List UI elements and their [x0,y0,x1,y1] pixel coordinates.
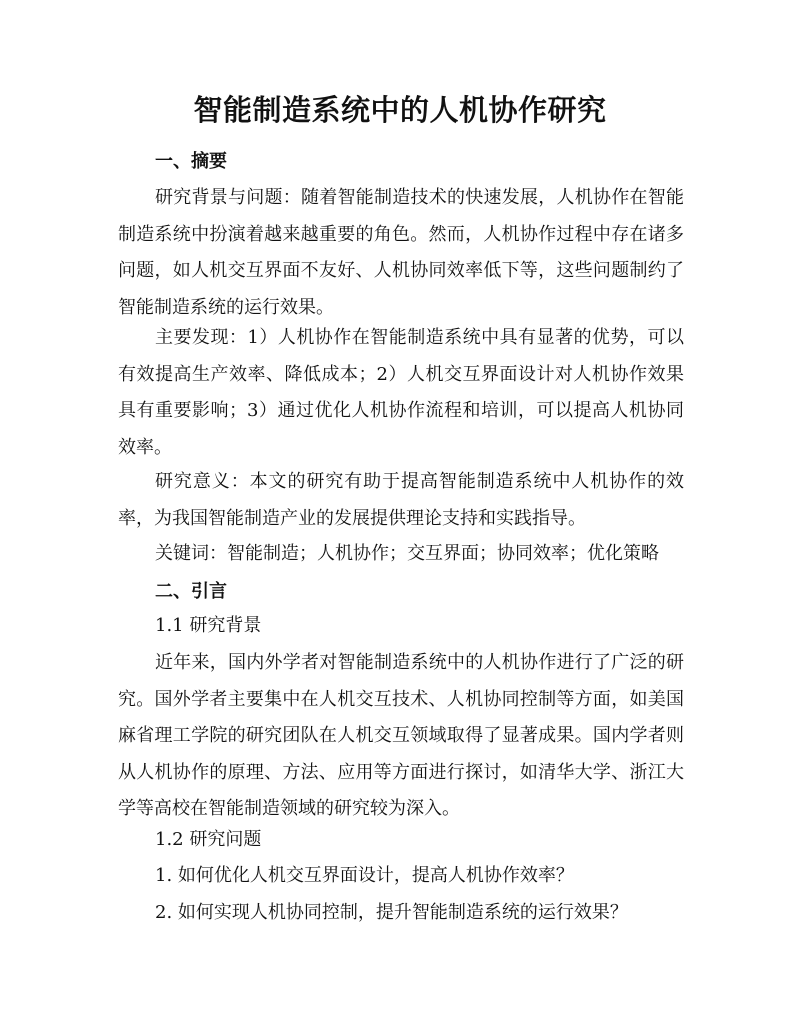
research-question-2: 2. 如何实现人机协同控制，提升智能制造系统的运行效果？ [155,902,628,923]
document-title: 智能制造系统中的人机协作研究 [193,93,607,127]
abstract-heading: 一、摘要 [155,151,227,172]
research-question-1: 1. 如何优化人机交互界面设计，提高人机协作效率？ [155,865,574,886]
keywords-line: 关键词：智能制造；人机协作；交互界面；协同效率；优化策略 [155,543,659,564]
subsection-research-background: 1.1 研究背景 [155,615,262,636]
abstract-background-paragraph: 研究背景与问题：随着智能制造技术的快速发展，人机协作在智能制造系统中扮演着越来越重要的角色。然而，人机协作过程中存在诸多问题，如人机交互界面不友好、人机协同效率低下等，这些问题制约了智能制造系统的运行效果。 [118,187,684,318]
background-paragraph: 近年来，国内外学者对智能制造系统中的人机协作进行了广泛的研究。国外学者主要集中在人机交互技术、人机协同控制等方面，如美国麻省理工学院的研究团队在人机交互领域取得了显著成果。国内学者则从人机协作的原理、方法、应用等方面进行探讨，如清华大学、浙江大学等高校在智能制造领域的研究较为深入。 [118,652,684,819]
intro-heading: 二、引言 [155,581,227,602]
abstract-significance-paragraph: 研究意义：本文的研究有助于提高智能制造系统中人机协作的效率，为我国智能制造产业的发展提供理论支持和实践指导。 [118,471,684,529]
subsection-research-questions: 1.2 研究问题 [155,829,262,850]
abstract-findings-paragraph: 主要发现：1）人机协作在智能制造系统中具有显著的优势，可以有效提高生产效率、降低成本；2）人机交互界面设计对人机协作效果具有重要影响；3）通过优化人机协作流程和培训，可以提高人机协同效率。 [118,327,684,458]
